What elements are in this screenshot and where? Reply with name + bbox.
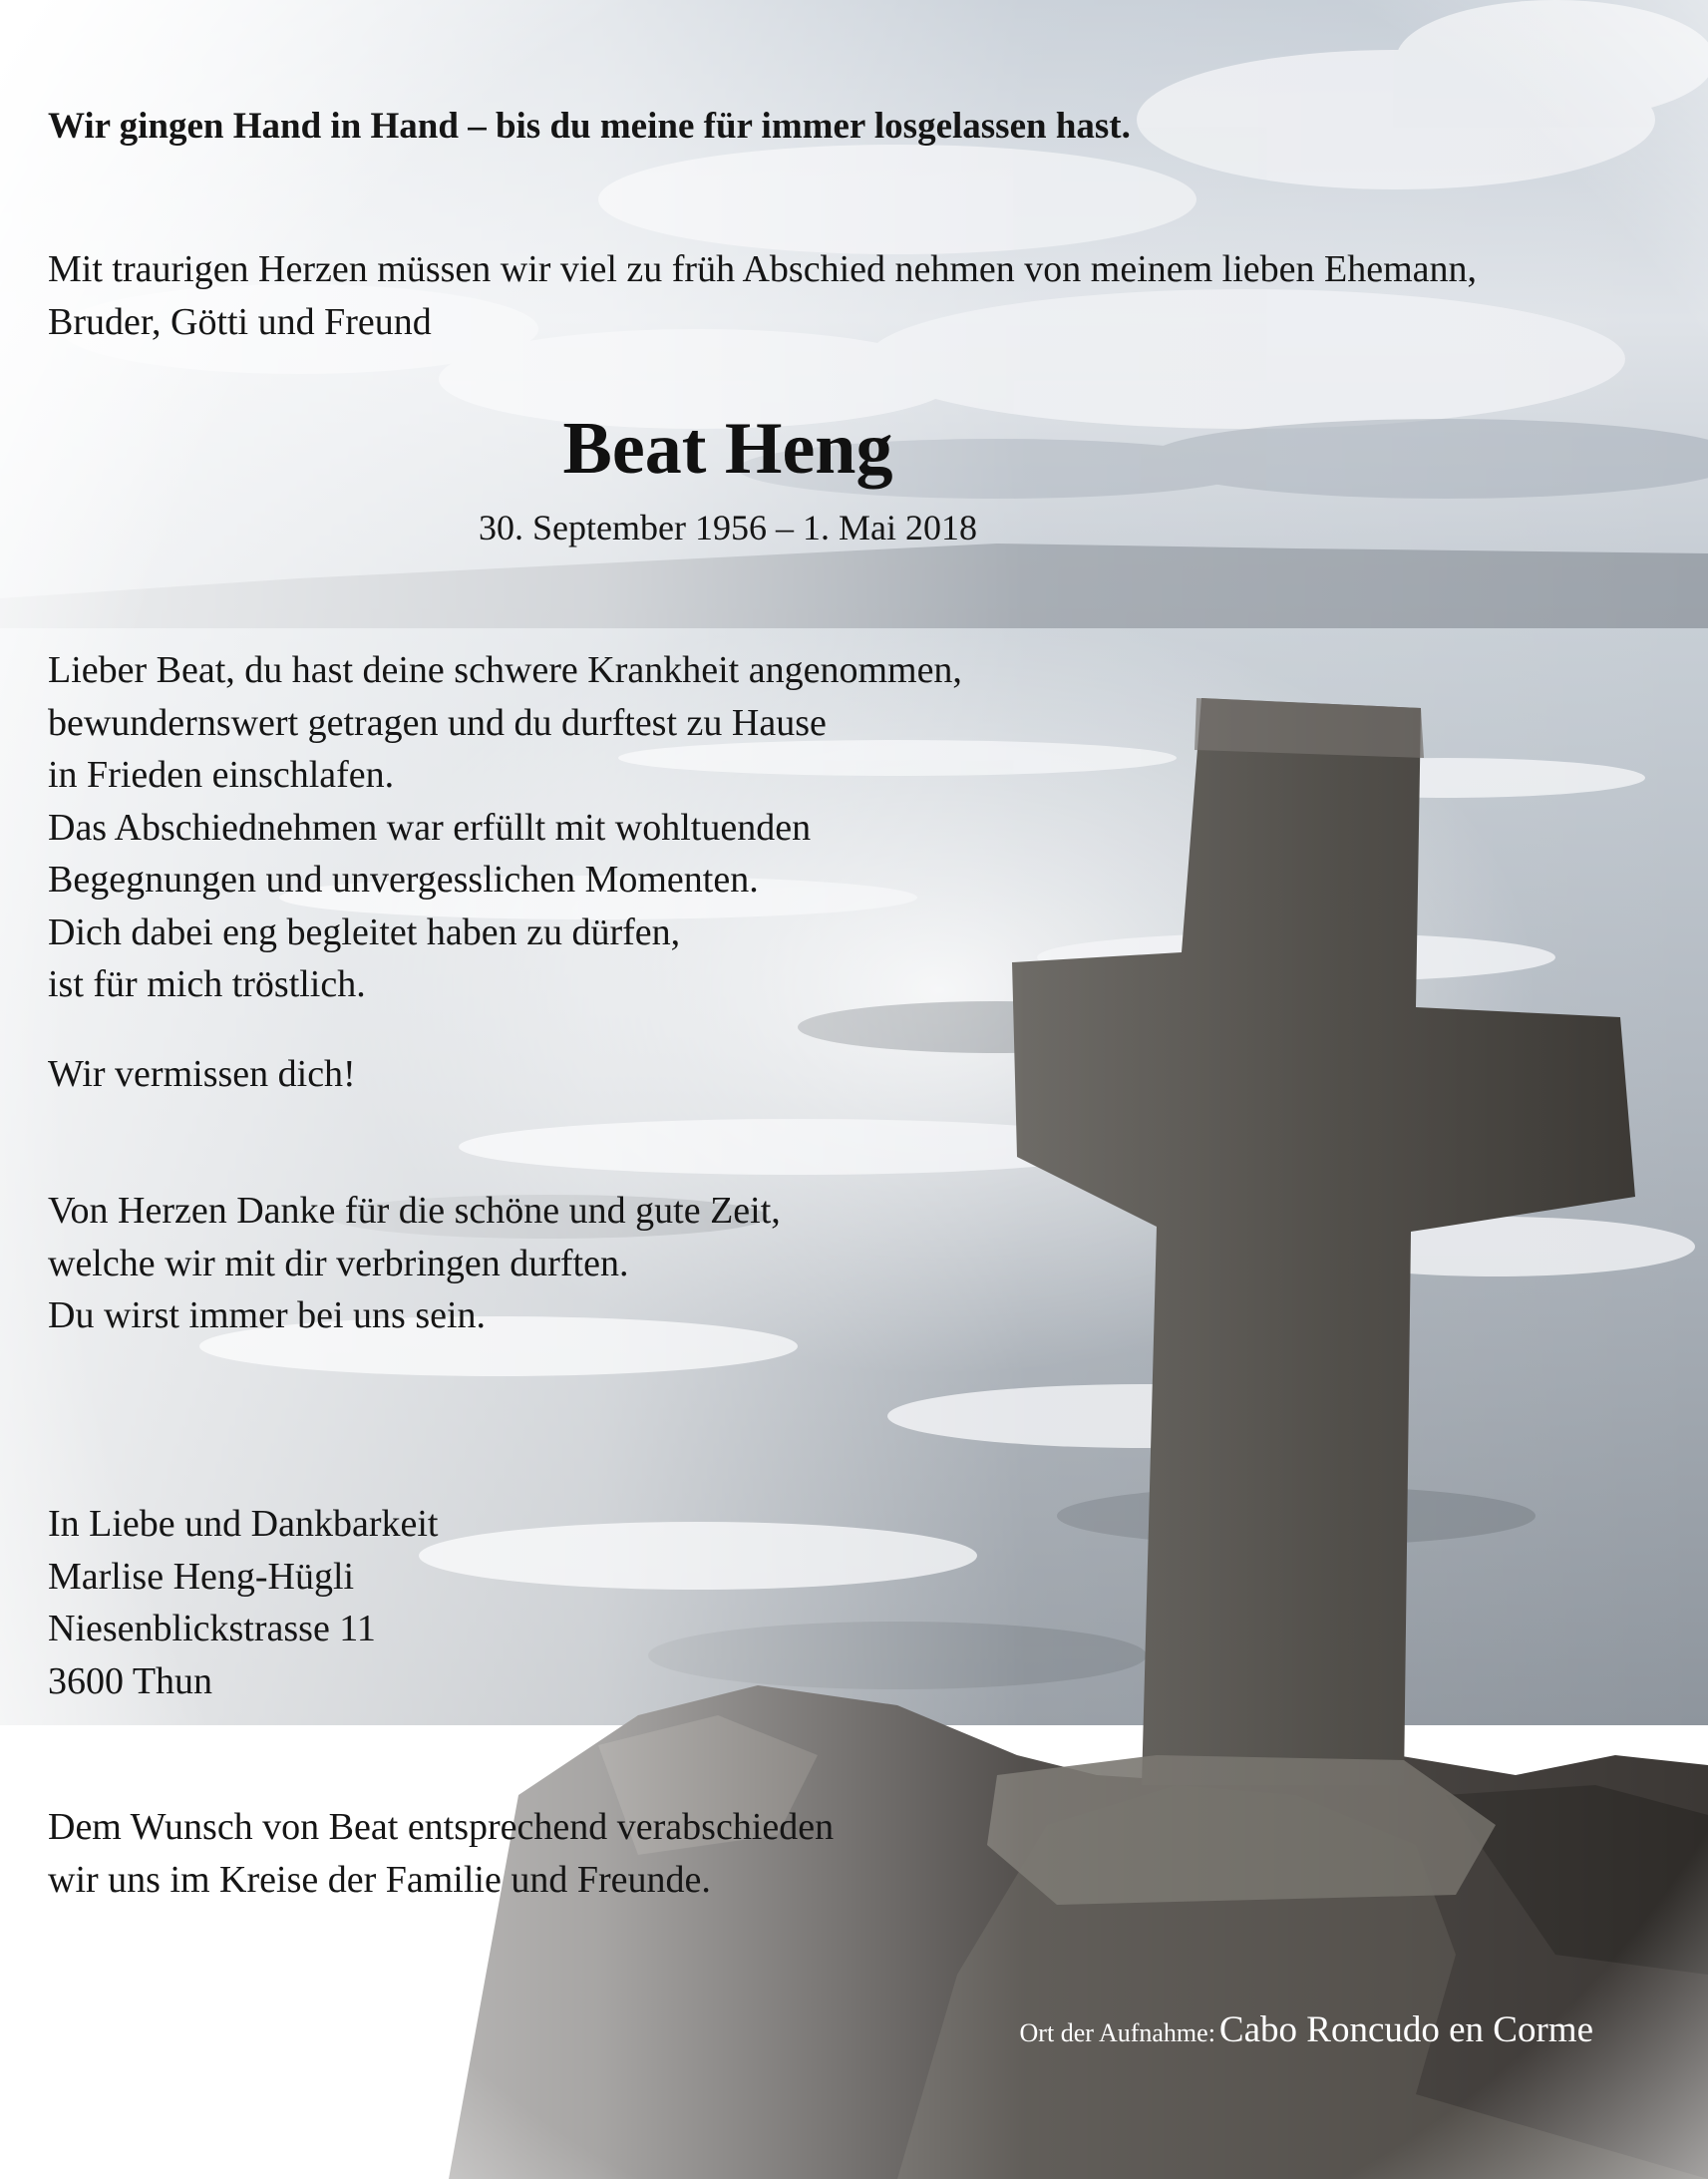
- miss-text: Wir vermissen dich!: [48, 1053, 356, 1095]
- photo-credit-place: Cabo Roncudo en Corme: [1218, 2009, 1593, 2050]
- photo-credit: [1020, 2008, 1593, 2051]
- intro-text: Mit traurigen Herzen müssen wir viel zu früh Abschied nehmen von meinem lieben Ehemann, Bruder, Götti und Freund: [48, 248, 1478, 343]
- wish-text: Dem Wunsch von Beat entsprechend verabschieden wir uns im Kreise der Familie und Freunde.: [48, 1806, 835, 1901]
- signature-block: In Liebe und Dankbarkeit Marlise Heng-Hügli Niesenblickstrasse 11 3600 Thun: [48, 1503, 439, 1702]
- photo-credit-label: Ort der Aufnahme:: [1019, 2018, 1215, 2047]
- life-dates: 30. September 1956 – 1. Mai 2018: [479, 508, 977, 547]
- deceased-name: Beat Heng: [562, 408, 893, 490]
- poem-text: Lieber Beat, du hast deine schwere Krankheit angenommen, bewundernswert getragen und du durftest zu Hause in Frieden einschlafen. Das Abschiednehmen war erfüllt mit wohltuenden Begegnungen und unvergesslichen Momenten. Dich dabei eng begleitet haben zu dürfen, ist für mich tröstlich.: [48, 649, 962, 1005]
- motto: Wir gingen Hand in Hand – bis du meine für immer losgelassen hast.: [48, 106, 1131, 147]
- thanks-text: Von Herzen Danke für die schöne und gute Zeit, welche wir mit dir verbringen durften. Du wirst immer bei uns sein.: [48, 1190, 781, 1336]
